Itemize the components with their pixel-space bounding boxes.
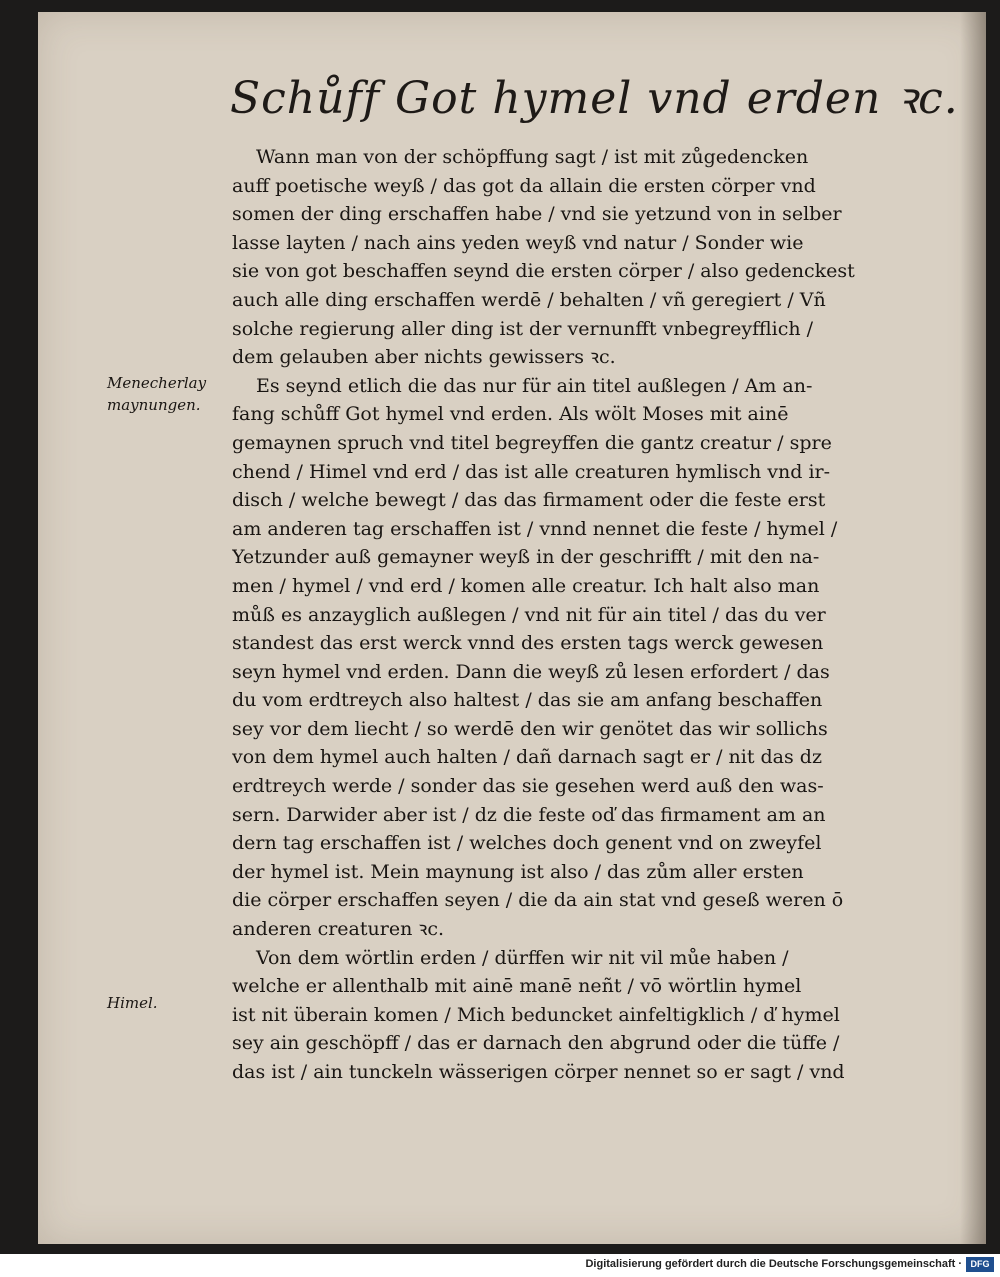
text-line: lasse layten / nach ains yeden weyß vnd natur / Sonder wie: [232, 231, 804, 254]
text-line: erdtreych werde / sonder das sie gesehen werd auß den was-: [232, 775, 824, 798]
text-line: seyn hymel vnd erden. Dann die weyß zů lesen erfordert / das: [232, 660, 830, 683]
text-line: welche er allenthalb mit ainē manē neñt / vō wörtlin hymel: [232, 975, 802, 998]
text-line: dem gelauben aber nichts gewissers ꝛc.: [232, 346, 616, 369]
dfg-logo-icon: DFG: [966, 1257, 994, 1272]
text-line: sey ain geschöpff / das er darnach den abgrund oder die tüffe /: [232, 1032, 840, 1055]
text-line: der hymel ist. Mein maynung ist also / das zům aller ersten: [232, 860, 804, 883]
text-line: sey vor dem liecht / so werdē den wir genötet das wir sollichs: [232, 717, 828, 740]
marginal-note-line: Menecherlay: [107, 374, 207, 392]
funding-credit: Digitalisierung gefördert durch die Deutsche Forschungsgemeinschaft ·: [585, 1258, 962, 1270]
text-line: chend / Himel vnd erd / das ist alle creaturen hymlisch vnd ir-: [232, 460, 831, 483]
text-line: sie von got beschaffen seynd die ersten cörper / also gedenckest: [232, 260, 855, 283]
marginal-note-maynungen: [107, 372, 206, 416]
text-line: du vom erdtreych also haltest / das sie am anfang beschaffen: [232, 689, 823, 712]
page-heading: Schůff Got hymel vnd erden ꝛc.: [230, 73, 959, 124]
marginal-note-himel: [107, 992, 158, 1014]
text-line: men / hymel / vnd erd / komen alle creatur. Ich halt also man: [232, 574, 820, 597]
spine-shadow: [960, 12, 986, 1244]
text-line: das ist / ain tunckeln wässerigen cörper nennet so er sagt / vnd: [232, 1061, 845, 1083]
text-line: Yetzunder auß gemayner weyß in der geschrifft / mit den na-: [232, 546, 820, 569]
marginal-note-line: maynungen.: [107, 396, 201, 414]
text-line: ist nit überain komen / Mich beduncket ainfeltigklich / ď hymel: [232, 1003, 840, 1026]
text-line: von dem hymel auch halten / dañ darnach sagt er / nit das dz: [232, 746, 822, 769]
text-line: fang schůff Got hymel vnd erden. Als wölt Moses mit ainē: [232, 403, 789, 426]
text-line: disch / welche bewegt / das das firmament oder die feste erst: [232, 489, 826, 512]
text-line: Es seynd etlich die das nur für ain titel außlegen / Am an-: [256, 374, 813, 397]
text-line: anderen creaturen ꝛc.: [232, 918, 445, 941]
body-text: [232, 143, 887, 1087]
text-line: somen der ding erschaffen habe / vnd sie yetzund von in selber: [232, 203, 842, 226]
marginal-note-line: Himel.: [107, 994, 158, 1012]
text-line: auch alle ding erschaffen werdē / behalten / vñ geregiert / Vñ: [232, 288, 826, 311]
text-line: Wann man von der schöpffung sagt / ist mit zůgedencken: [256, 146, 809, 168]
footer-bar: [0, 1254, 1000, 1277]
text-line: můß es anzayglich außlegen / vnd nit für ain titel / das du ver: [232, 603, 826, 626]
text-line: solche regierung aller ding ist der vernunfft vnbegreyfflich /: [232, 317, 814, 340]
text-line: am anderen tag erschaffen ist / vnnd nennet die feste / hymel /: [232, 517, 838, 540]
text-line: sern. Darwider aber ist / dz die feste oď das firmament am an: [232, 803, 826, 826]
text-line: dern tag erschaffen ist / welches doch genent vnd on zweyfel: [232, 832, 822, 855]
text-line: standest das erst werck vnnd des ersten tags werck gewesen: [232, 632, 824, 655]
text-line: auff poetische weyß / das got da allain die ersten cörper vnd: [232, 174, 816, 197]
text-line: die cörper erschaffen seyen / die da ain stat vnd geseß weren ō: [232, 889, 844, 912]
text-line: Von dem wörtlin erden / dürffen wir nit vil můe haben /: [256, 946, 789, 969]
text-line: gemaynen spruch vnd titel begreyffen die gantz creatur / spre: [232, 431, 832, 454]
